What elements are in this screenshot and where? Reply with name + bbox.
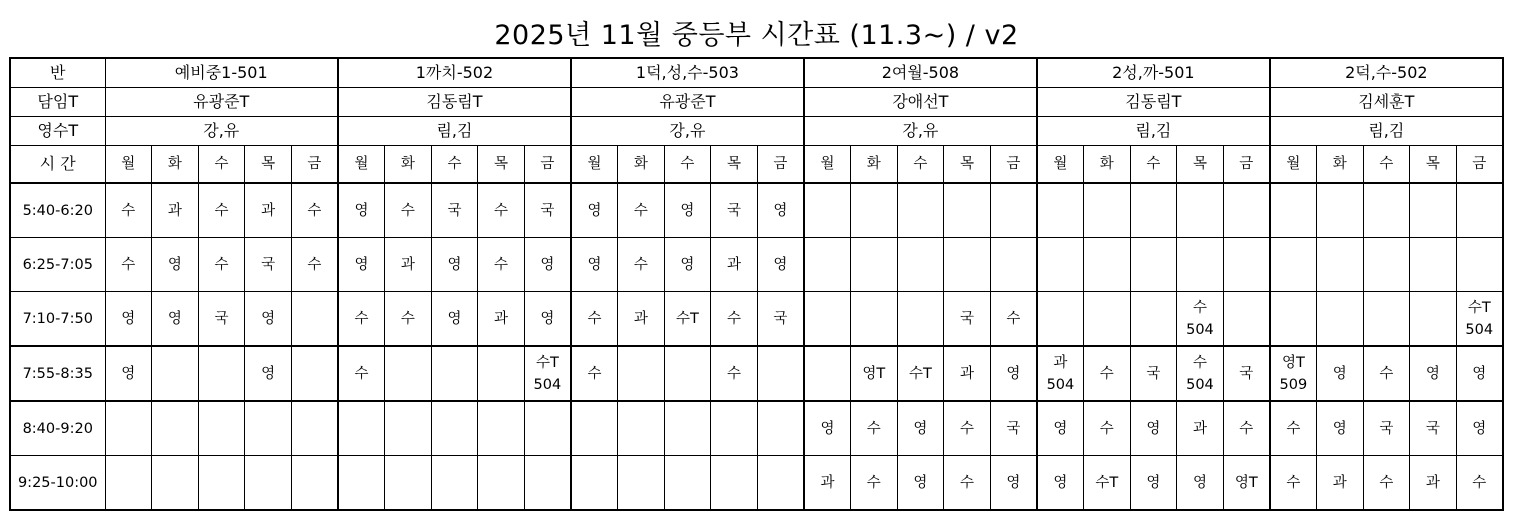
schedule-cell: 국 bbox=[245, 238, 292, 292]
weekday-header: 목 bbox=[944, 146, 991, 184]
class-name-cell: 예비중1-501 bbox=[105, 58, 338, 88]
class-teachers-cell: 림,김 bbox=[338, 117, 571, 146]
schedule-cell: 영 bbox=[990, 346, 1037, 401]
page-title: 2025년 11월 중등부 시간표 (11.3~) / v2 bbox=[494, 20, 1019, 51]
weekday-header: 월 bbox=[804, 146, 851, 184]
weekday-header: 수 bbox=[198, 146, 245, 184]
time-slot-row bbox=[10, 238, 1503, 292]
schedule-cell: 영 bbox=[105, 292, 152, 347]
weekday-header: 금 bbox=[291, 146, 338, 184]
schedule-cell bbox=[1083, 183, 1130, 238]
schedule-cell: 영 bbox=[1130, 401, 1177, 456]
schedule-cell: 과 bbox=[804, 456, 851, 511]
schedule-cell bbox=[1037, 292, 1084, 347]
weekday-header: 화 bbox=[385, 146, 432, 184]
schedule-cell bbox=[338, 401, 385, 456]
schedule-cell: 국 bbox=[990, 401, 1037, 456]
weekday-header: 수 bbox=[897, 146, 944, 184]
schedule-cell: 수 bbox=[1083, 346, 1130, 401]
schedule-cell: 수 bbox=[1363, 456, 1410, 511]
schedule-cell bbox=[385, 456, 432, 511]
schedule-cell bbox=[618, 401, 665, 456]
subject-text: 수 bbox=[1192, 299, 1207, 316]
schedule-cell bbox=[1037, 183, 1084, 238]
room-number: 509 bbox=[1279, 376, 1308, 393]
schedule-cell bbox=[1410, 183, 1457, 238]
schedule-cell: 국 bbox=[1363, 401, 1410, 456]
schedule-cell: 영 bbox=[431, 238, 478, 292]
schedule-cell bbox=[1177, 183, 1224, 238]
time-slot-label: 7:55-8:35 bbox=[10, 346, 105, 401]
schedule-cell: 수 bbox=[1456, 456, 1503, 511]
schedule-cell bbox=[990, 238, 1037, 292]
row-label: 영수T bbox=[10, 117, 105, 146]
schedule-cell bbox=[1083, 292, 1130, 347]
room-number: 504 bbox=[1046, 376, 1075, 393]
schedule-cell bbox=[757, 401, 804, 456]
schedule-cell bbox=[664, 401, 711, 456]
subject-text: 영T bbox=[1281, 354, 1305, 371]
weekday-header: 금 bbox=[1456, 146, 1503, 184]
schedule-cell bbox=[804, 346, 851, 401]
class-name-cell: 2여월-508 bbox=[804, 58, 1037, 88]
schedule-cell bbox=[618, 456, 665, 511]
schedule-cell: 수T bbox=[897, 346, 944, 401]
schedule-cell: 영 bbox=[1456, 346, 1503, 401]
weekday-header: 금 bbox=[990, 146, 1037, 184]
schedule-cell bbox=[198, 346, 245, 401]
schedule-cell: 수 bbox=[571, 346, 618, 401]
class-name-cell: 2성,까-501 bbox=[1037, 58, 1270, 88]
schedule-cell: 과 bbox=[1177, 401, 1224, 456]
schedule-cell bbox=[804, 238, 851, 292]
class-homeroom-cell: 강애선T bbox=[804, 88, 1037, 117]
schedule-cell: 과 bbox=[245, 183, 292, 238]
class-name-cell: 1까치-502 bbox=[338, 58, 571, 88]
schedule-cell: 과 bbox=[385, 238, 432, 292]
schedule-cell bbox=[291, 401, 338, 456]
schedule-cell: 수 bbox=[478, 183, 525, 238]
schedule-cell bbox=[757, 346, 804, 401]
schedule-cell: 수T bbox=[664, 292, 711, 347]
schedule-cell: 영 bbox=[897, 401, 944, 456]
schedule-cell: 영 bbox=[664, 238, 711, 292]
schedule-cell bbox=[1130, 238, 1177, 292]
weekday-header: 금 bbox=[757, 146, 804, 184]
room-number: 504 bbox=[533, 376, 562, 393]
schedule-cell bbox=[1223, 292, 1270, 347]
schedule-cell: 과 bbox=[944, 346, 991, 401]
schedule-cell: 영T bbox=[851, 346, 898, 401]
schedule-cell bbox=[431, 456, 478, 511]
schedule-cell: 수 bbox=[851, 456, 898, 511]
schedule-cell: 영 bbox=[571, 238, 618, 292]
schedule-cell bbox=[291, 346, 338, 401]
schedule-cell: 국 bbox=[524, 183, 571, 238]
weekday-header: 화 bbox=[851, 146, 898, 184]
weekday-row bbox=[10, 146, 1503, 184]
schedule-cell: 영 bbox=[152, 238, 199, 292]
schedule-cell: 영 bbox=[1037, 401, 1084, 456]
schedule-cell bbox=[664, 456, 711, 511]
schedule-cell bbox=[1410, 292, 1457, 347]
schedule-cell bbox=[152, 401, 199, 456]
schedule-cell: 과 bbox=[1316, 456, 1363, 511]
schedule-cell: 수 bbox=[105, 238, 152, 292]
time-slot-row bbox=[10, 401, 1503, 456]
schedule-cell: 영 bbox=[1130, 456, 1177, 511]
schedule-cell bbox=[1410, 238, 1457, 292]
weekday-header: 월 bbox=[571, 146, 618, 184]
schedule-cell: 수 bbox=[711, 292, 758, 347]
schedule-cell bbox=[1363, 292, 1410, 347]
schedule-cell: 영 bbox=[431, 292, 478, 347]
schedule-cell bbox=[757, 456, 804, 511]
time-slot-row bbox=[10, 183, 1503, 238]
schedule-cell bbox=[897, 292, 944, 347]
time-slot-label: 7:10-7:50 bbox=[10, 292, 105, 347]
class-name-cell: 1덕,성,수-503 bbox=[571, 58, 804, 88]
schedule-cell bbox=[851, 238, 898, 292]
schedule-cell: 과 bbox=[478, 292, 525, 347]
weekday-header: 금 bbox=[1223, 146, 1270, 184]
schedule-cell bbox=[338, 456, 385, 511]
schedule-cell: 국 bbox=[1223, 346, 1270, 401]
schedule-cell: 영 bbox=[990, 456, 1037, 511]
schedule-cell bbox=[431, 346, 478, 401]
schedule-cell bbox=[804, 292, 851, 347]
schedule-cell bbox=[198, 456, 245, 511]
schedule-cell: 영 bbox=[338, 238, 385, 292]
schedule-cell: 과 bbox=[618, 292, 665, 347]
schedule-cell bbox=[1223, 183, 1270, 238]
schedule-cell: 영 bbox=[245, 346, 292, 401]
schedule-cell bbox=[1456, 292, 1503, 347]
schedule-cell bbox=[105, 401, 152, 456]
schedule-cell: 수 bbox=[291, 238, 338, 292]
schedule-cell: 영 bbox=[1316, 346, 1363, 401]
schedule-cell: 수 bbox=[1363, 346, 1410, 401]
schedule-cell: 수 bbox=[944, 456, 991, 511]
weekday-header: 금 bbox=[524, 146, 571, 184]
schedule-cell: 영 bbox=[105, 346, 152, 401]
schedule-cell: 영 bbox=[664, 183, 711, 238]
schedule-cell: 수 bbox=[618, 238, 665, 292]
schedule-cell bbox=[804, 183, 851, 238]
schedule-cell bbox=[711, 401, 758, 456]
time-slot-row bbox=[10, 292, 1503, 347]
schedule-cell bbox=[478, 346, 525, 401]
schedule-cell: 영 bbox=[1410, 346, 1457, 401]
weekday-header: 화 bbox=[618, 146, 665, 184]
schedule-cell bbox=[571, 401, 618, 456]
schedule-cell bbox=[1456, 238, 1503, 292]
weekday-header: 목 bbox=[245, 146, 292, 184]
schedule-cell: 영 bbox=[524, 292, 571, 347]
weekday-header: 화 bbox=[1316, 146, 1363, 184]
schedule-cell: 수T bbox=[1083, 456, 1130, 511]
homeroom-row bbox=[10, 88, 1503, 117]
schedule-cell bbox=[1083, 238, 1130, 292]
weekday-header: 목 bbox=[1410, 146, 1457, 184]
schedule-cell bbox=[1130, 183, 1177, 238]
schedule-cell: 수 bbox=[990, 292, 1037, 347]
schedule-cell bbox=[198, 401, 245, 456]
schedule-cell: 수 bbox=[105, 183, 152, 238]
schedule-cell: 과 bbox=[1410, 456, 1457, 511]
room-number: 504 bbox=[1186, 321, 1214, 338]
schedule-cell: 영 bbox=[571, 183, 618, 238]
schedule-cell: 국 bbox=[198, 292, 245, 347]
class-teachers-cell: 강,유 bbox=[105, 117, 338, 146]
schedule-cell bbox=[385, 346, 432, 401]
weekday-header: 화 bbox=[152, 146, 199, 184]
schedule-cell: 수 bbox=[711, 346, 758, 401]
schedule-cell bbox=[571, 456, 618, 511]
schedule-cell: 영 bbox=[1037, 456, 1084, 511]
subject-teacher-row bbox=[10, 117, 1503, 146]
schedule-cell: 영 bbox=[524, 238, 571, 292]
class-homeroom-cell: 유광준T bbox=[105, 88, 338, 117]
schedule-cell: 수 bbox=[338, 292, 385, 347]
subject-text: 과 bbox=[1053, 354, 1068, 371]
schedule-cell: 영 bbox=[1177, 456, 1224, 511]
time-slot-row bbox=[10, 346, 1503, 401]
schedule-cell: 영 bbox=[152, 292, 199, 347]
schedule-cell bbox=[990, 183, 1037, 238]
schedule-cell: 국 bbox=[1410, 401, 1457, 456]
schedule-cell: 수 bbox=[944, 401, 991, 456]
schedule-cell bbox=[152, 346, 199, 401]
schedule-cell bbox=[1177, 238, 1224, 292]
schedule-cell: 영 bbox=[338, 183, 385, 238]
schedule-cell bbox=[105, 456, 152, 511]
weekday-header: 월 bbox=[1270, 146, 1317, 184]
schedule-cell: 수 bbox=[198, 238, 245, 292]
subject-text: 수T bbox=[535, 354, 559, 371]
weekday-header: 수 bbox=[1130, 146, 1177, 184]
schedule-cell: 영 bbox=[1456, 401, 1503, 456]
class-homeroom-cell: 김동림T bbox=[338, 88, 571, 117]
schedule-cell bbox=[152, 456, 199, 511]
schedule-cell bbox=[851, 183, 898, 238]
class-teachers-cell: 강,유 bbox=[804, 117, 1037, 146]
schedule-cell bbox=[1456, 183, 1503, 238]
schedule-cell bbox=[944, 238, 991, 292]
room-number: 504 bbox=[1465, 321, 1494, 338]
schedule-cell bbox=[944, 183, 991, 238]
schedule-cell bbox=[1270, 292, 1317, 347]
schedule-cell bbox=[1177, 292, 1224, 347]
weekday-header: 목 bbox=[478, 146, 525, 184]
schedule-cell bbox=[897, 238, 944, 292]
schedule-cell bbox=[851, 292, 898, 347]
row-label: 반 bbox=[10, 58, 105, 88]
schedule-cell: 국 bbox=[944, 292, 991, 347]
schedule-cell bbox=[1363, 238, 1410, 292]
schedule-cell: 수 bbox=[571, 292, 618, 347]
schedule-cell: 수 bbox=[338, 346, 385, 401]
time-slot-label: 8:40-9:20 bbox=[10, 401, 105, 456]
room-number: 504 bbox=[1186, 376, 1214, 393]
weekday-header: 목 bbox=[711, 146, 758, 184]
schedule-cell bbox=[1316, 183, 1363, 238]
schedule-cell: 수 bbox=[618, 183, 665, 238]
class-homeroom-cell: 유광준T bbox=[571, 88, 804, 117]
schedule-cell bbox=[1037, 346, 1084, 401]
class-name-cell: 2덕,수-502 bbox=[1270, 58, 1503, 88]
schedule-cell: 수 bbox=[1270, 401, 1317, 456]
schedule-cell bbox=[1130, 292, 1177, 347]
class-teachers-cell: 림,김 bbox=[1037, 117, 1270, 146]
schedule-cell bbox=[1316, 292, 1363, 347]
time-slot-label: 5:40-6:20 bbox=[10, 183, 105, 238]
schedule-cell bbox=[1270, 238, 1317, 292]
schedule-cell bbox=[1363, 183, 1410, 238]
schedule-cell bbox=[618, 346, 665, 401]
schedule-cell bbox=[1177, 346, 1224, 401]
schedule-cell bbox=[478, 401, 525, 456]
weekday-header: 수 bbox=[1363, 146, 1410, 184]
schedule-cell: 수 bbox=[1223, 401, 1270, 456]
schedule-cell bbox=[245, 401, 292, 456]
schedule-cell: 수 bbox=[291, 183, 338, 238]
class-row bbox=[10, 58, 1503, 88]
class-homeroom-cell: 김동림T bbox=[1037, 88, 1270, 117]
class-homeroom-cell: 김세훈T bbox=[1270, 88, 1503, 117]
schedule-cell: 영 bbox=[757, 183, 804, 238]
schedule-cell: 수 bbox=[1083, 401, 1130, 456]
schedule-cell: 수 bbox=[851, 401, 898, 456]
schedule-cell: 영 bbox=[1316, 401, 1363, 456]
schedule-cell bbox=[524, 456, 571, 511]
schedule-cell bbox=[1270, 183, 1317, 238]
weekday-header: 수 bbox=[431, 146, 478, 184]
subject-text: 수T bbox=[1467, 299, 1491, 316]
schedule-cell: 수 bbox=[1270, 456, 1317, 511]
schedule-cell bbox=[1316, 238, 1363, 292]
schedule-cell: 과 bbox=[152, 183, 199, 238]
time-slot-label: 6:25-7:05 bbox=[10, 238, 105, 292]
schedule-cell: 국 bbox=[757, 292, 804, 347]
schedule-cell bbox=[291, 292, 338, 347]
schedule-cell bbox=[524, 401, 571, 456]
class-teachers-cell: 강,유 bbox=[571, 117, 804, 146]
schedule-cell bbox=[524, 346, 571, 401]
weekday-header: 수 bbox=[664, 146, 711, 184]
time-slot-label: 9:25-10:00 bbox=[10, 456, 105, 511]
schedule-cell bbox=[1270, 346, 1317, 401]
row-label: 담임T bbox=[10, 88, 105, 117]
schedule-cell bbox=[664, 346, 711, 401]
weekday-header: 목 bbox=[1177, 146, 1224, 184]
time-header: 시 간 bbox=[10, 146, 105, 184]
weekday-header: 화 bbox=[1083, 146, 1130, 184]
schedule-cell: 수 bbox=[385, 183, 432, 238]
time-slot-row bbox=[10, 456, 1503, 511]
schedule-cell bbox=[291, 456, 338, 511]
schedule-cell bbox=[431, 401, 478, 456]
schedule-cell bbox=[711, 456, 758, 511]
class-teachers-cell: 림,김 bbox=[1270, 117, 1503, 146]
schedule-cell: 영 bbox=[804, 401, 851, 456]
schedule-cell bbox=[385, 401, 432, 456]
weekday-header: 월 bbox=[105, 146, 152, 184]
schedule-cell: 국 bbox=[1130, 346, 1177, 401]
schedule-cell: 영 bbox=[897, 456, 944, 511]
schedule-cell: 수 bbox=[385, 292, 432, 347]
schedule-cell: 국 bbox=[711, 183, 758, 238]
schedule-cell bbox=[245, 456, 292, 511]
schedule-cell: 영 bbox=[757, 238, 804, 292]
schedule-cell: 수 bbox=[478, 238, 525, 292]
schedule-cell bbox=[478, 456, 525, 511]
schedule-cell: 국 bbox=[431, 183, 478, 238]
schedule-cell: 수 bbox=[198, 183, 245, 238]
schedule-cell: 영T bbox=[1223, 456, 1270, 511]
schedule-cell: 과 bbox=[711, 238, 758, 292]
schedule-cell bbox=[897, 183, 944, 238]
subject-text: 수 bbox=[1192, 354, 1207, 371]
timetable bbox=[9, 57, 1504, 511]
schedule-cell bbox=[1223, 238, 1270, 292]
weekday-header: 월 bbox=[1037, 146, 1084, 184]
weekday-header: 월 bbox=[338, 146, 385, 184]
schedule-cell bbox=[1037, 238, 1084, 292]
schedule-cell: 영 bbox=[245, 292, 292, 347]
